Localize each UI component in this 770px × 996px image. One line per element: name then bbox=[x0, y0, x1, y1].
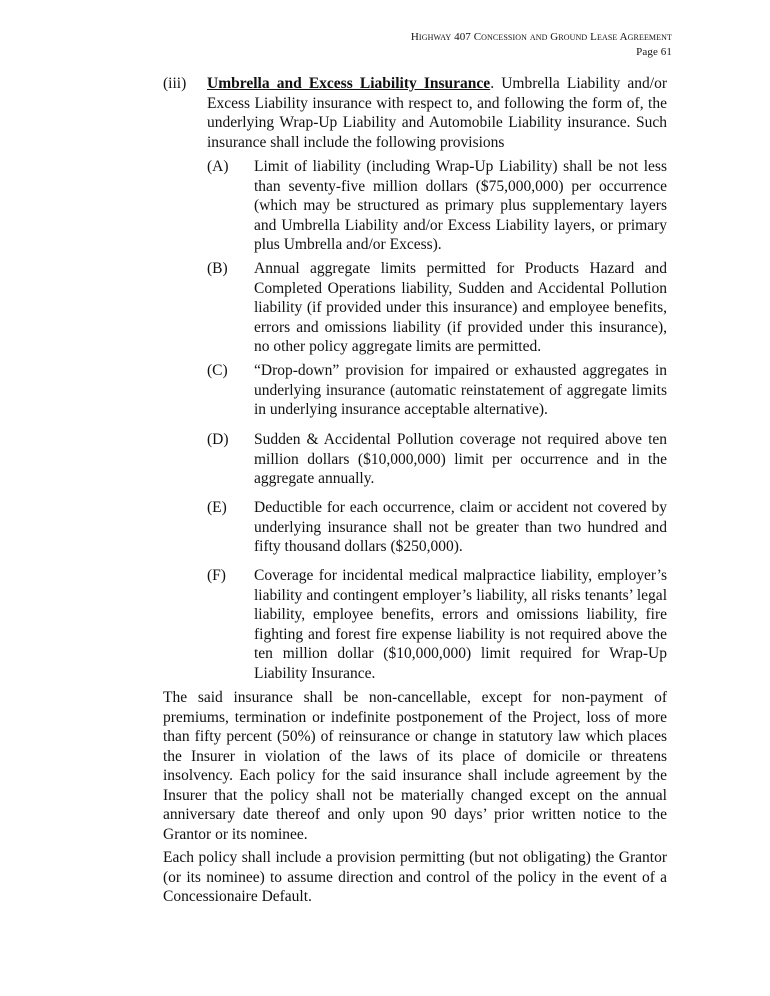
provision-marker: (B) bbox=[207, 260, 228, 277]
provision-marker: (C) bbox=[207, 362, 228, 379]
provision-marker: (F) bbox=[207, 567, 226, 584]
body-paragraph: The said insurance shall be non-cancellable, except for non-payment of premiums, termination or indefinite postponement of the Project, loss of more than fifty percent (50%) of reinsurance or change in statutory law which places the Insurer in violation of the laws of its place of domicile or threatens insolvency. Each policy for the said insurance shall include agreement by the Insurer that the policy shall not be materially changed except on the annual anniversary date thereof and only upon 90 days’ prior written notice to the Grantor or its nominee. bbox=[163, 689, 667, 843]
section-title: Umbrella and Excess Liability Insurance bbox=[207, 75, 491, 92]
provision-marker: (A) bbox=[207, 158, 229, 175]
provision-marker: (D) bbox=[207, 431, 229, 448]
provision-text: Limit of liability (including Wrap-Up Liability) shall be not less than seventy-five million dollars ($75,000,000) per occurrence (which may be structured as primary plus supplementary layers and Umbrella Liability and/or Excess Liability layers, or primary plus Umbrella and/or Excess). bbox=[254, 158, 667, 253]
provision-text: Coverage for incidental medical malpractice liability, employer’s liability and contingent employer’s liability, all risks tenants’ legal liability, employee benefits, errors and omissions liability, fire fighting and forest fire expense liability is not required above the ten million dollar ($10,000,000) limit required for Wrap-Up Liability Insurance. bbox=[254, 567, 667, 682]
provision-text: Deductible for each occurrence, claim or accident not covered by underlying insurance shall not be greater than two hundred and fifty thousand dollars ($250,000). bbox=[254, 499, 667, 555]
page-number: Page 61 bbox=[636, 46, 672, 58]
provision-text: “Drop-down” provision for impaired or exhausted aggregates in underlying insurance (automatic reinstatement of aggregate limits in underlying insurance acceptable alternative). bbox=[254, 362, 667, 418]
body-paragraph: Each policy shall include a provision permitting (but not obligating) the Grantor (or its nominee) to assume direction and control of the policy in the event of a Concessionaire Default. bbox=[163, 849, 667, 905]
provision-text: Sudden & Accidental Pollution coverage not required above ten million dollars ($10,000,000) limit per occurrence and in the aggregate annually. bbox=[254, 431, 667, 487]
provision-text: Annual aggregate limits permitted for Products Hazard and Completed Operations liability, Sudden and Accidental Pollution liability (if provided under this insurance) and employee benefits, errors and omissions liability (if provided under this insurance), no other policy aggregate limits are permitted. bbox=[254, 260, 667, 355]
provision-marker: (E) bbox=[207, 499, 227, 516]
section-number: (iii) bbox=[163, 75, 187, 92]
page-header bbox=[411, 30, 672, 60]
section-intro-text: Umbrella Liability and/or Excess Liability insurance with respect to, and following the form of, the underlying Wrap-Up Liability and Automobile Liability insurance. Such insurance shall include the following provisions bbox=[207, 75, 667, 151]
section-intro: Umbrella and Excess Liability Insurance. Umbrella Liability and/or Excess Liability insurance with respect to, and following the form of, the underlying Wrap-Up Liability and Automobile Liability insurance. Such insurance shall include the following provisions bbox=[207, 75, 667, 151]
document-title: Highway 407 Concession and Ground Lease Agreement bbox=[410, 31, 672, 43]
